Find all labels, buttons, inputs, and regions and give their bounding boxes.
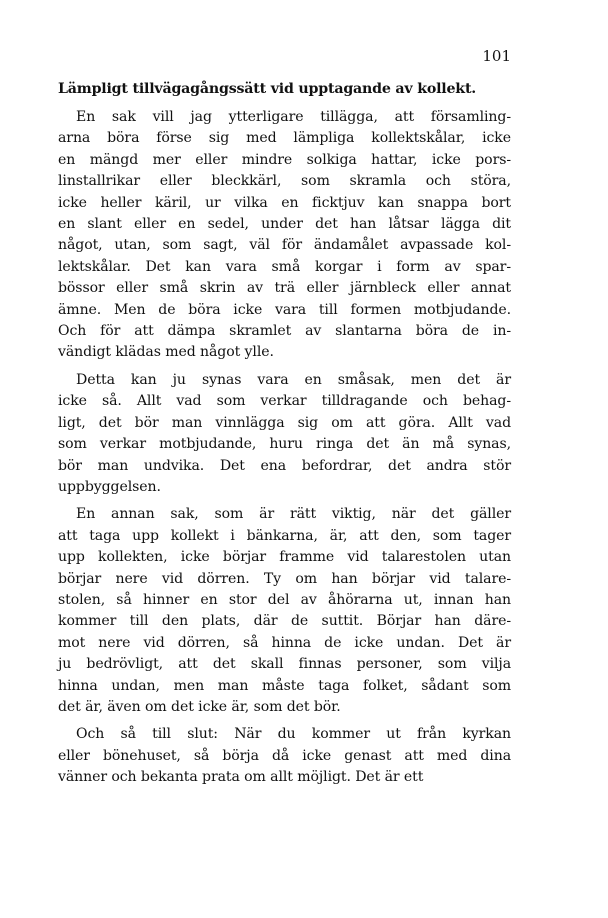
page-number: 101 bbox=[482, 47, 511, 65]
text-line: eller bönehuset, så börja då icke genast att med dina bbox=[58, 747, 511, 764]
text-line: ju bedrövligt, att det skall finnas personer, som vilja bbox=[58, 656, 511, 673]
text-line: ämne. Men de böra icke vara till formen motbjudande. bbox=[58, 301, 511, 318]
paragraph bbox=[58, 724, 511, 788]
text-line: något, utan, som sagt, väl för ändamålet avpassade kol- bbox=[58, 237, 511, 254]
text-line: lektskålar. Det kan vara små korgar i form av spar- bbox=[58, 258, 511, 275]
text-line: vändigt klädas med något ylle. bbox=[58, 344, 274, 361]
text-line: som verkar motbjudande, huru ringa det än må synas, bbox=[58, 436, 511, 453]
text-line: börjar nere vid dörren. Ty om han börjar vid talare- bbox=[58, 570, 511, 587]
text-line: uppbyggelsen. bbox=[58, 478, 161, 495]
text-line: Och så till slut: När du kommer ut från kyrkan bbox=[76, 726, 511, 743]
text-line: arna böra förse sig med lämpliga kollektskålar, icke bbox=[58, 130, 511, 147]
book-page bbox=[58, 46, 511, 795]
paragraph bbox=[58, 370, 511, 498]
text-line: vänner och bekanta prata om allt möjligt. Det är ett bbox=[58, 769, 424, 786]
text-line: det är, även om det icke är, som det bör. bbox=[58, 698, 341, 715]
text-line: en mängd mer eller mindre solkiga hattar, icke pors- bbox=[58, 151, 511, 168]
text-line: en slant eller en sedel, under det han låtsar lägga dit bbox=[58, 216, 511, 233]
text-line: En sak vill jag ytterligare tillägga, att församling- bbox=[76, 109, 511, 125]
text-line: bössor eller små skrin av trä eller järnbleck eller annat bbox=[58, 280, 511, 297]
body-text bbox=[58, 107, 511, 789]
text-line: Detta kan ju synas vara en småsak, men det är bbox=[76, 371, 511, 388]
text-line: mot nere vid dörren, så hinna de icke undan. Det är bbox=[58, 634, 511, 651]
paragraph bbox=[58, 504, 511, 718]
paragraph bbox=[58, 107, 511, 364]
text-line: icke så. Allt vad som verkar tilldragande och behag- bbox=[58, 393, 511, 410]
text-line: hinna undan, men man måste taga folket, sådant som bbox=[58, 677, 511, 694]
text-line: Och för att dämpa skramlet av slantarna böra de in- bbox=[58, 323, 511, 340]
text-line: stolen, så hinner en stor del av åhörarna ut, innan han bbox=[58, 591, 511, 608]
text-line: bör man undvika. Det ena befordrar, det andra stör bbox=[58, 457, 511, 474]
section-heading: Lämpligt tillvägagångssätt vid upptagande av kollekt. bbox=[58, 81, 477, 97]
text-line: att taga upp kollekt i bänkarna, är, att den, som tager bbox=[58, 527, 511, 544]
text-line: kommer till den plats, där de suttit. Börjar han däre- bbox=[58, 613, 511, 630]
text-line: ligt, det bör man vinnlägga sig om att göra. Allt vad bbox=[58, 414, 511, 431]
text-line: icke heller käril, ur vilka en ficktjuv kan snappa bort bbox=[58, 194, 511, 211]
text-line: upp kollekten, icke börjar framme vid talarestolen utan bbox=[58, 549, 511, 566]
text-line: En annan sak, som är rätt viktig, när det gäller bbox=[76, 506, 511, 523]
text-line: linstallrikar eller bleckkärl, som skramla och störa, bbox=[58, 173, 511, 190]
